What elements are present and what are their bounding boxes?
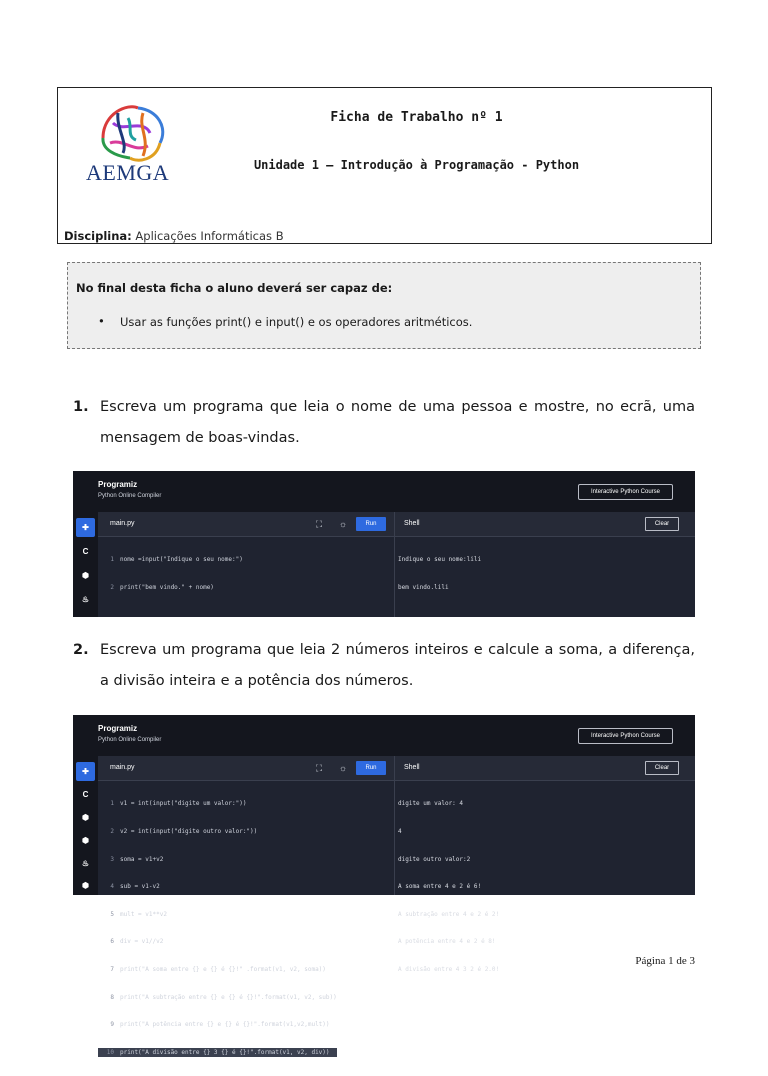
document-subtitle: Unidade 1 – Introdução à Programação - Python	[253, 158, 580, 172]
exercise-number: 2.	[73, 642, 89, 658]
exercise-1	[73, 392, 695, 454]
js-icon[interactable]: JS	[81, 905, 90, 911]
discipline-value: Aplicações Informáticas B	[135, 229, 284, 243]
page-number: Página 1 de 3	[635, 955, 695, 967]
code-line: 5 mult = v1**v2	[110, 910, 167, 918]
editor-toolbar	[98, 512, 695, 537]
python-icon[interactable]: ✚	[76, 518, 95, 537]
shell-line: A subtração entre 4 e 2 é 2!	[398, 910, 500, 918]
shell-output[interactable]	[398, 781, 499, 993]
interactive-course-button[interactable]: Interactive Python Course	[578, 728, 673, 744]
theme-icon[interactable]: ☼	[338, 763, 348, 773]
document-header	[57, 87, 712, 244]
document-title: Ficha de Trabalho nº 1	[330, 110, 503, 125]
exercise-text: Escreva um programa que leia o nome de uma pessoa e mostre, no ecrã, uma mensagem de boas-vindas.	[100, 399, 695, 446]
code-line: 2 print("bem vindo." + nome)	[110, 584, 214, 592]
code-icon[interactable]: ⬢	[82, 881, 89, 890]
brand-name: Programiz	[98, 480, 138, 489]
code-line: 6 div = v1//v2	[110, 938, 164, 946]
shell-line: A soma entre 4 e 2 é 6!	[398, 883, 482, 891]
objectives-box	[67, 262, 701, 349]
fullscreen-icon[interactable]: ⛶	[315, 519, 323, 529]
theme-icon[interactable]: ☼	[338, 519, 348, 529]
exercise-2	[73, 635, 695, 697]
run-button[interactable]: Run	[356, 517, 386, 531]
code-line: 4 sub = v1-v2	[110, 883, 160, 891]
cpp-icon[interactable]: ⬢	[82, 813, 89, 822]
code-line: 2 v2 = int(input("digite outro valor:"))	[110, 828, 258, 836]
fullscreen-icon[interactable]: ⛶	[315, 763, 323, 773]
code-line-active: 10 print("A divisão entre {} 3 {} é {}!".format(v1, v2, div))	[98, 1048, 337, 1057]
code-line: 7 print("A soma entre {} e {} é {}!" .format(v1, v2, soma))	[110, 966, 326, 974]
shell-line: digite outro valor:2	[398, 855, 471, 863]
code-editor[interactable]	[98, 537, 243, 611]
compiler-topbar	[73, 715, 695, 756]
exercise-text: Escreva um programa que leia 2 números inteiros e calcule a soma, a diferença, a divisão inteira e a potência dos números.	[100, 642, 695, 689]
discipline-label: Disciplina:	[64, 229, 132, 243]
brand-subtitle: Python Online Compiler	[98, 737, 162, 743]
python-compiler-screenshot-1	[73, 471, 695, 617]
discipline-line	[64, 229, 284, 243]
shell-output[interactable]	[398, 537, 481, 611]
tab-main-py[interactable]: main.py	[110, 764, 135, 771]
pane-divider	[394, 512, 395, 617]
language-sidebar	[73, 512, 98, 617]
shell-label: Shell	[404, 764, 420, 771]
interactive-course-button[interactable]: Interactive Python Course	[578, 484, 673, 500]
run-button[interactable]: Run	[356, 761, 386, 775]
code-line: 8 print("A subtração entre {} e {} é {}!".format(v1, v2, sub))	[110, 993, 337, 1001]
shell-line: digite um valor: 4	[398, 800, 464, 808]
shell-line: bem vindo.lili	[398, 584, 449, 592]
language-sidebar	[73, 756, 98, 911]
exercise-number: 1.	[73, 399, 89, 415]
code-line: 1 v1 = int(input("digite um valor:"))	[110, 800, 247, 808]
csharp-icon[interactable]: ⬢	[82, 836, 89, 845]
shell-line: 4	[398, 828, 402, 836]
objectives-title: No final desta ficha o aluno deverá ser capaz de:	[76, 281, 393, 295]
shell-line: A divisão entre 4 3 2 é 2.0!	[398, 966, 500, 974]
editor-toolbar	[98, 756, 695, 781]
brand-subtitle: Python Online Compiler	[98, 493, 162, 499]
shell-line: Indique o seu nome:lili	[398, 556, 482, 564]
python-icon[interactable]: ✚	[76, 762, 95, 781]
pane-divider	[394, 756, 395, 895]
shell-line: A potência entre 4 e 2 é 8!	[398, 938, 496, 946]
logo-text: AEMGA	[86, 160, 170, 185]
c-icon[interactable]: C	[82, 790, 89, 799]
shell-label: Shell	[404, 520, 420, 527]
clear-button[interactable]: Clear	[645, 761, 679, 775]
java-icon[interactable]: ♨	[81, 595, 90, 604]
bullet-icon: •	[98, 314, 105, 328]
cpp-icon[interactable]: ⬢	[82, 571, 89, 580]
java-icon[interactable]: ♨	[81, 859, 90, 868]
code-line: 9 print("A potência entre {} e {} é {}!".format(v1,v2,mult))	[110, 1021, 330, 1029]
code-line: 1 nome =input("Indique o seu nome:")	[110, 556, 243, 564]
tab-main-py[interactable]: main.py	[110, 520, 135, 527]
c-icon[interactable]: C	[82, 547, 89, 556]
clear-button[interactable]: Clear	[645, 517, 679, 531]
brand-name: Programiz	[98, 724, 138, 733]
code-line: 3 soma = v1+v2	[110, 855, 164, 863]
code-editor[interactable]	[98, 781, 337, 1076]
objective-text: Usar as funções print() e input() e os operadores aritméticos.	[120, 315, 473, 329]
compiler-topbar	[73, 471, 695, 512]
